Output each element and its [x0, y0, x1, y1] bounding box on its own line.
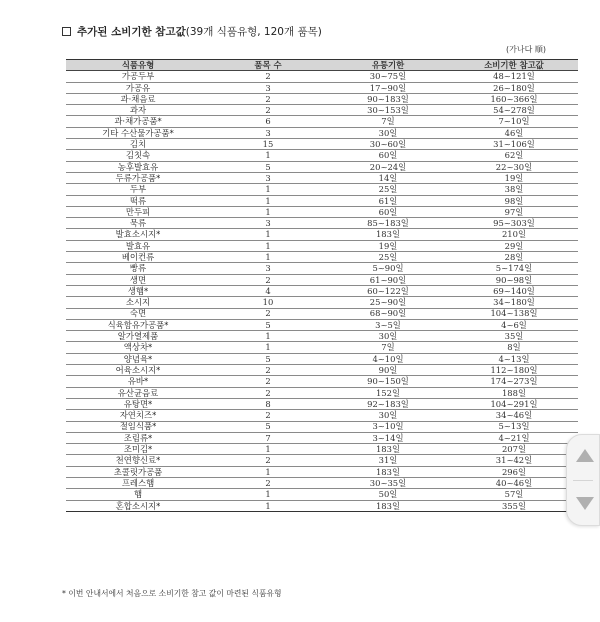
cell-consumption-period: 46일: [450, 127, 578, 138]
checkbox-square-icon: [62, 27, 71, 36]
cell-item-count: 2: [210, 365, 326, 376]
cell-consumption-period: 207일: [450, 444, 578, 455]
cell-food-type: 양념육*: [66, 353, 210, 364]
cell-distribution-period: 60일: [326, 206, 450, 217]
cell-consumption-period: 296일: [450, 466, 578, 477]
table-row: [66, 285, 578, 296]
cell-food-type: 농후발효유: [66, 161, 210, 172]
table-row: [66, 161, 578, 172]
cell-distribution-period: 90일: [326, 365, 450, 376]
cell-item-count: 3: [210, 263, 326, 274]
cell-consumption-period: 95~303일: [450, 218, 578, 229]
cell-distribution-period: 90~150일: [326, 376, 450, 387]
table-row: [66, 150, 578, 161]
cell-consumption-period: 26~180일: [450, 82, 578, 93]
cell-food-type: 두류가공품*: [66, 172, 210, 183]
cell-distribution-period: 183일: [326, 500, 450, 511]
table-row: [66, 105, 578, 116]
cell-item-count: 2: [210, 477, 326, 488]
cell-food-type: 생햄*: [66, 285, 210, 296]
cell-consumption-period: 34~180일: [450, 297, 578, 308]
table-row: [66, 398, 578, 409]
cell-item-count: 4: [210, 285, 326, 296]
table-row: [66, 195, 578, 206]
cell-distribution-period: 5~90일: [326, 263, 450, 274]
cell-distribution-period: 25일: [326, 184, 450, 195]
cell-distribution-period: 4~10일: [326, 353, 450, 364]
cell-distribution-period: 183일: [326, 466, 450, 477]
table-row: [66, 387, 578, 398]
cell-consumption-period: 35일: [450, 331, 578, 342]
table-row: [66, 240, 578, 251]
table-row: [66, 184, 578, 195]
cell-food-type: 햄: [66, 489, 210, 500]
cell-consumption-period: 28일: [450, 252, 578, 263]
cell-distribution-period: 19일: [326, 240, 450, 251]
table-row: [66, 116, 578, 127]
cell-distribution-period: 30일: [326, 331, 450, 342]
cell-distribution-period: 3~14일: [326, 432, 450, 443]
cell-item-count: 15: [210, 139, 326, 150]
cell-item-count: 2: [210, 274, 326, 285]
chevron-up-icon[interactable]: [576, 449, 594, 462]
cell-consumption-period: 90~98일: [450, 274, 578, 285]
cell-consumption-period: 355일: [450, 500, 578, 511]
cell-item-count: 1: [210, 206, 326, 217]
table-row: [66, 444, 578, 455]
cell-distribution-period: 30~35일: [326, 477, 450, 488]
cell-distribution-period: 61일: [326, 195, 450, 206]
table-row: [66, 319, 578, 330]
cell-item-count: 7: [210, 432, 326, 443]
cell-food-type: 조미김*: [66, 444, 210, 455]
cell-food-type: 가공유: [66, 82, 210, 93]
cell-item-count: 3: [210, 82, 326, 93]
cell-food-type: 떡류: [66, 195, 210, 206]
cell-distribution-period: 50일: [326, 489, 450, 500]
cell-consumption-period: 54~278일: [450, 105, 578, 116]
cell-food-type: 과·채가공품*: [66, 116, 210, 127]
cell-consumption-period: 57일: [450, 489, 578, 500]
cell-distribution-period: 90~183일: [326, 93, 450, 104]
cell-distribution-period: 152일: [326, 387, 450, 398]
cell-food-type: 유탕면*: [66, 398, 210, 409]
cell-food-type: 초콜릿가공품: [66, 466, 210, 477]
cell-food-type: 빵류: [66, 263, 210, 274]
cell-consumption-period: 62일: [450, 150, 578, 161]
cell-item-count: 1: [210, 252, 326, 263]
cell-consumption-period: 48~121일: [450, 71, 578, 82]
table-row: [66, 421, 578, 432]
cell-distribution-period: 30~75일: [326, 71, 450, 82]
table-row: [66, 432, 578, 443]
chevron-down-icon[interactable]: [576, 497, 594, 510]
table-row: [66, 353, 578, 364]
cell-consumption-period: 34~46일: [450, 410, 578, 421]
cell-food-type: 자연치즈*: [66, 410, 210, 421]
footnote: * 이번 안내서에서 처음으로 소비기한 참고 값이 마련된 식품유형: [62, 589, 282, 598]
cell-consumption-period: 4~21일: [450, 432, 578, 443]
cell-item-count: 8: [210, 398, 326, 409]
sort-order-note: (가나다 順): [506, 45, 546, 54]
cell-food-type: 유산균음료: [66, 387, 210, 398]
cell-item-count: 1: [210, 500, 326, 511]
cell-item-count: 10: [210, 297, 326, 308]
cell-food-type: 김칫속: [66, 150, 210, 161]
cell-distribution-period: 68~90일: [326, 308, 450, 319]
cell-consumption-period: 98일: [450, 195, 578, 206]
table-row: [66, 127, 578, 138]
cell-food-type: 숙면: [66, 308, 210, 319]
shelf-life-table: [66, 59, 578, 512]
table-row: [66, 477, 578, 488]
cell-consumption-period: 112~180일: [450, 365, 578, 376]
table-row: [66, 206, 578, 217]
cell-distribution-period: 183일: [326, 229, 450, 240]
cell-consumption-period: 97일: [450, 206, 578, 217]
cell-distribution-period: 30~153일: [326, 105, 450, 116]
cell-item-count: 2: [210, 387, 326, 398]
cell-consumption-period: 174~273일: [450, 376, 578, 387]
cell-consumption-period: 4~13일: [450, 353, 578, 364]
cell-item-count: 2: [210, 410, 326, 421]
cell-consumption-period: 29일: [450, 240, 578, 251]
cell-item-count: 2: [210, 376, 326, 387]
cell-food-type: 묵류: [66, 218, 210, 229]
table-row: [66, 342, 578, 353]
cell-food-type: 과·채음료: [66, 93, 210, 104]
heading-summary: (39개 식품유형, 120개 품목): [185, 26, 322, 38]
cell-distribution-period: 7일: [326, 342, 450, 353]
cell-distribution-period: 30일: [326, 127, 450, 138]
cell-item-count: 1: [210, 342, 326, 353]
cell-food-type: 절임식품*: [66, 421, 210, 432]
cell-food-type: 조림류*: [66, 432, 210, 443]
cell-consumption-period: 38일: [450, 184, 578, 195]
cell-consumption-period: 69~140일: [450, 285, 578, 296]
cell-distribution-period: 30일: [326, 410, 450, 421]
cell-food-type: 발효소시지*: [66, 229, 210, 240]
cell-distribution-period: 25~90일: [326, 297, 450, 308]
cell-food-type: 기타 수산물가공품*: [66, 127, 210, 138]
cell-item-count: 1: [210, 150, 326, 161]
page-scroll-widget: [566, 434, 600, 526]
cell-item-count: 1: [210, 444, 326, 455]
cell-item-count: 1: [210, 240, 326, 251]
cell-item-count: 3: [210, 172, 326, 183]
cell-consumption-period: 8일: [450, 342, 578, 353]
cell-food-type: 혼합소시지*: [66, 500, 210, 511]
cell-item-count: 1: [210, 489, 326, 500]
table-row: [66, 489, 578, 500]
table-row: [66, 172, 578, 183]
cell-consumption-period: 4~6일: [450, 319, 578, 330]
cell-consumption-period: 31~106일: [450, 139, 578, 150]
cell-food-type: 프레스햄: [66, 477, 210, 488]
cell-food-type: 소시지: [66, 297, 210, 308]
table-row: [66, 466, 578, 477]
cell-consumption-period: 22~30일: [450, 161, 578, 172]
table-row: [66, 500, 578, 511]
table-row: [66, 229, 578, 240]
cell-food-type: 어육소시지*: [66, 365, 210, 376]
cell-food-type: 알가열제품: [66, 331, 210, 342]
cell-distribution-period: 14일: [326, 172, 450, 183]
table-header-row: [66, 60, 578, 71]
cell-item-count: 5: [210, 421, 326, 432]
cell-item-count: 1: [210, 229, 326, 240]
cell-item-count: 2: [210, 308, 326, 319]
cell-food-type: 생면: [66, 274, 210, 285]
table-row: [66, 263, 578, 274]
cell-consumption-period: 5~13일: [450, 421, 578, 432]
cell-item-count: 5: [210, 161, 326, 172]
cell-food-type: 과자: [66, 105, 210, 116]
table-row: [66, 139, 578, 150]
table-row: [66, 365, 578, 376]
cell-consumption-period: 210일: [450, 229, 578, 240]
cell-item-count: 5: [210, 319, 326, 330]
table-row: [66, 82, 578, 93]
cell-item-count: 5: [210, 353, 326, 364]
table-row: [66, 410, 578, 421]
cell-food-type: 가공두부: [66, 71, 210, 82]
cell-food-type: 발효유: [66, 240, 210, 251]
cell-consumption-period: 19일: [450, 172, 578, 183]
cell-distribution-period: 25일: [326, 252, 450, 263]
cell-consumption-period: 7~10일: [450, 116, 578, 127]
table-row: [66, 274, 578, 285]
cell-item-count: 2: [210, 71, 326, 82]
heading-title: 추가된 소비기한 참고값: [77, 26, 186, 38]
header-consumption-period: 소비기한 참고값: [450, 60, 578, 71]
scroll-divider: [573, 480, 593, 481]
cell-distribution-period: 17~90일: [326, 82, 450, 93]
section-heading: [62, 24, 322, 39]
header-distribution-period: 유통기한: [326, 60, 450, 71]
header-item-count: 품목 수: [210, 60, 326, 71]
cell-item-count: 6: [210, 116, 326, 127]
cell-food-type: 식육함유가공품*: [66, 319, 210, 330]
cell-distribution-period: 61~90일: [326, 274, 450, 285]
cell-food-type: 액상차*: [66, 342, 210, 353]
table-row: [66, 93, 578, 104]
cell-food-type: 두부: [66, 184, 210, 195]
cell-consumption-period: 40~46일: [450, 477, 578, 488]
cell-distribution-period: 31일: [326, 455, 450, 466]
cell-distribution-period: 3~10일: [326, 421, 450, 432]
cell-distribution-period: 92~183일: [326, 398, 450, 409]
cell-food-type: 만두피: [66, 206, 210, 217]
table-row: [66, 455, 578, 466]
cell-consumption-period: 160~366일: [450, 93, 578, 104]
cell-item-count: 2: [210, 455, 326, 466]
cell-consumption-period: 188일: [450, 387, 578, 398]
cell-consumption-period: 104~138일: [450, 308, 578, 319]
table-row: [66, 218, 578, 229]
table-row: [66, 71, 578, 82]
table-row: [66, 376, 578, 387]
cell-item-count: 1: [210, 466, 326, 477]
cell-food-type: 베이컨류: [66, 252, 210, 263]
cell-consumption-period: 31~42일: [450, 455, 578, 466]
cell-distribution-period: 60일: [326, 150, 450, 161]
cell-distribution-period: 30~60일: [326, 139, 450, 150]
cell-item-count: 3: [210, 218, 326, 229]
cell-item-count: 1: [210, 331, 326, 342]
cell-consumption-period: 5~174일: [450, 263, 578, 274]
cell-distribution-period: 85~183일: [326, 218, 450, 229]
table-row: [66, 331, 578, 342]
cell-item-count: 2: [210, 105, 326, 116]
cell-distribution-period: 3~5일: [326, 319, 450, 330]
table-row: [66, 252, 578, 263]
cell-item-count: 1: [210, 195, 326, 206]
cell-item-count: 1: [210, 184, 326, 195]
cell-food-type: 천연향신료*: [66, 455, 210, 466]
cell-distribution-period: 60~122일: [326, 285, 450, 296]
cell-item-count: 3: [210, 127, 326, 138]
header-food-type: 식품유형: [66, 60, 210, 71]
cell-food-type: 유바*: [66, 376, 210, 387]
table-row: [66, 297, 578, 308]
table-row: [66, 308, 578, 319]
cell-item-count: 2: [210, 93, 326, 104]
table-body: [66, 71, 578, 512]
cell-distribution-period: 7일: [326, 116, 450, 127]
cell-distribution-period: 183일: [326, 444, 450, 455]
cell-distribution-period: 20~24일: [326, 161, 450, 172]
cell-consumption-period: 104~291일: [450, 398, 578, 409]
cell-food-type: 김치: [66, 139, 210, 150]
